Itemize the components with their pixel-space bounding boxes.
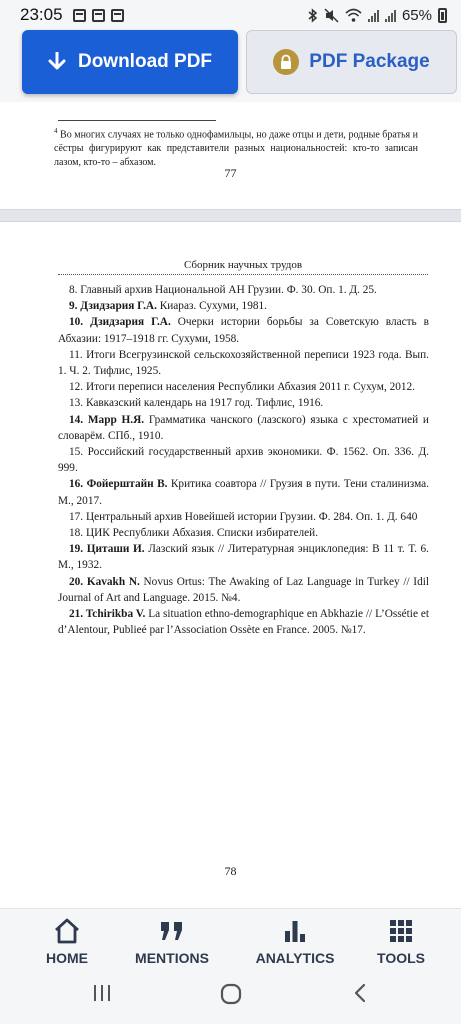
calendar-icon xyxy=(92,9,105,22)
bluetooth-icon xyxy=(308,8,318,23)
nav-analytics-label: ANALYTICS xyxy=(255,950,335,966)
reference-item: 10. Дзидзария Г.А. Очерки истории борьбы за Советскую власть в Абхазии: 1917–1918 гг. Сухуми, 1958. xyxy=(58,316,429,345)
download-pdf-button[interactable] xyxy=(22,30,238,94)
nav-tools[interactable] xyxy=(372,917,430,966)
recent-apps-button[interactable] xyxy=(92,982,112,1009)
nav-mentions-label: MENTIONS xyxy=(135,950,209,966)
reference-item: 19. Циташи И. Лазский язык // Литературная энциклопедия: В 11 т. Т. 6. М., 1932. xyxy=(58,543,429,572)
footnote-mark: 4 xyxy=(54,127,58,135)
nav-home[interactable] xyxy=(36,917,98,966)
quote-icon xyxy=(159,920,185,942)
bottom-navigation xyxy=(0,908,461,970)
reference-item: 16. Фойерштайн В. Критика соавтора // Грузия в пути. Тени сталинизма. М., 2017. xyxy=(58,478,429,507)
battery-icon xyxy=(438,8,447,23)
reference-item: 20. Kavakh N. Novus Ortus: The Awaking of Laz Language in Turkey // Idil Journal of Art and Language. 2015. №4. xyxy=(58,575,429,604)
lock-icon xyxy=(273,49,299,75)
page-separator xyxy=(0,209,461,222)
home-circle-icon xyxy=(219,982,243,1006)
running-header: Сборник научных трудов xyxy=(183,259,303,271)
download-arrow-icon xyxy=(48,52,66,72)
reference-item: 9. Дзидзария Г.А. Киараз. Сухуми, 1981. xyxy=(69,300,267,313)
gallery-icon xyxy=(111,9,124,22)
reference-item: 14. Марр Н.Я. Грамматика чанского (лазского) языка с хрестоматией и словарём. СПб., 1910. xyxy=(58,413,429,442)
nav-tools-label: TOOLS xyxy=(377,950,425,966)
page-number: 77 xyxy=(224,166,237,180)
reference-item: 15. Российский государственный архив экономики. Ф. 1562. Оп. 336. Д. 999. xyxy=(58,446,429,475)
mute-icon xyxy=(324,8,339,23)
footnote-text: Во многих случаях не только однофамильцы, но даже отцы и дети, родные братья и сёстры фигурируют как представители разных национальностей: кто-то записан лазом, кто-то – абхазом. xyxy=(54,129,418,169)
download-pdf-label: Download PDF xyxy=(77,51,213,72)
home-icon xyxy=(53,918,81,944)
signal-icon xyxy=(368,9,379,22)
footnote-rule xyxy=(58,120,216,121)
document-page-78 xyxy=(0,222,461,908)
reference-item: 13. Кавказский календарь на 1917 год. Тифлис, 1916. xyxy=(69,397,324,410)
grid-icon xyxy=(390,920,412,942)
nav-home-label: HOME xyxy=(46,950,88,966)
system-navigation xyxy=(0,970,461,1024)
battery-percent: 65% xyxy=(401,6,432,24)
notification-icon xyxy=(73,9,86,22)
back-icon xyxy=(352,982,368,1004)
reference-item: 8. Главный архив Национальной АН Грузии. Ф. 30. Оп. 1. Д. 25. xyxy=(69,284,377,296)
signal-icon-2 xyxy=(385,9,396,22)
reference-item: 12. Итоги переписи населения Республики Абхазия 2011 г. Сухум, 2012. xyxy=(69,381,416,394)
reference-item: 11. Итоги Всегрузинской сельскохозяйственной переписи 1923 года. Вып. 1. Ч. 2. Тифлис, 1925. xyxy=(58,348,429,378)
reference-item: 18. ЦИК Республики Абхазия. Списки избирателей. xyxy=(69,527,319,540)
footnote xyxy=(54,124,418,170)
status-bar xyxy=(0,0,461,30)
nav-mentions[interactable] xyxy=(132,917,212,966)
reference-item: 17. Центральный архив Новейшей истории Грузии. Ф. 284. Оп. 1. Д. 640 xyxy=(69,510,418,523)
bar-chart-icon xyxy=(283,919,307,943)
status-right xyxy=(308,7,447,24)
recent-apps-icon xyxy=(92,982,112,1004)
pdf-package-button[interactable] xyxy=(246,30,457,94)
status-time: 23:05 xyxy=(20,5,63,24)
reference-item: 21. Tchirikba V. La situation ethno-demographique en Abkhazie // L’Ossétie et d’Alentour, Publieé par l’Association Ossète en France. 2005. №17. xyxy=(58,608,429,637)
document-page-77 xyxy=(0,102,461,209)
pdf-package-label: PDF Package xyxy=(309,51,430,72)
reference-list xyxy=(58,282,429,638)
action-bar xyxy=(0,30,461,102)
back-button[interactable] xyxy=(352,982,368,1009)
status-left xyxy=(20,5,124,25)
header-rule xyxy=(58,274,428,275)
wifi-icon xyxy=(345,8,362,22)
home-system-button[interactable] xyxy=(219,982,243,1011)
page-number: 78 xyxy=(224,864,237,878)
nav-analytics[interactable] xyxy=(251,917,339,966)
